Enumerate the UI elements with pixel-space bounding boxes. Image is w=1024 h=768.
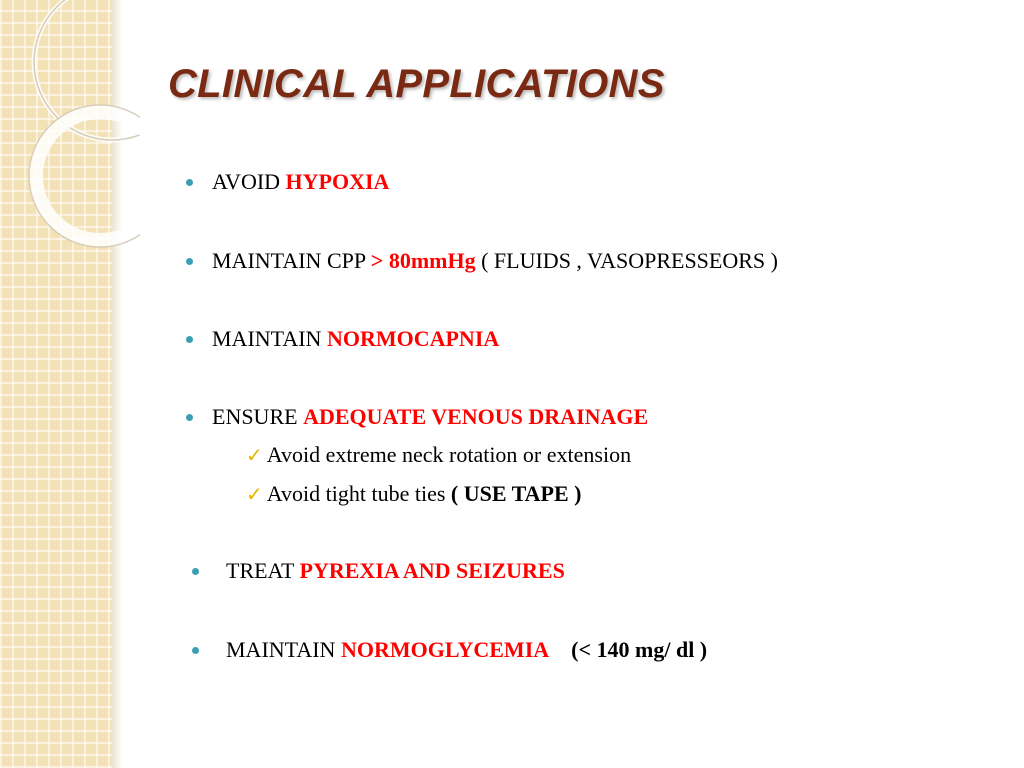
bullet-suffix: (< 140 mg/ dl ) [571, 637, 708, 662]
bullet-prefix: MAINTAIN CPP [212, 248, 371, 273]
bullet-avoid-hypoxia [212, 168, 389, 196]
bullet-maintain-cpp [212, 247, 778, 275]
bullet-dot-icon [186, 336, 193, 343]
bullet-suffix: ( FLUIDS , VASOPRESSEORS ) [475, 248, 778, 273]
subitem-tube-ties [246, 480, 582, 509]
bullet-dot-icon [186, 258, 193, 265]
bullet-maintain-normocapnia [212, 325, 499, 353]
bullet-prefix: MAINTAIN [226, 637, 341, 662]
bullet-dot-icon [186, 179, 193, 186]
checkmark-icon: ✓ [246, 484, 263, 506]
bullet-dot-icon [186, 414, 193, 421]
bullet-ensure-venous-drainage [212, 403, 648, 431]
subitem-text: Avoid tight tube ties [266, 481, 451, 506]
bullet-highlight: NORMOGLYCEMIA [340, 637, 550, 662]
bullet-highlight: > 80mmHg [370, 248, 476, 273]
bullet-prefix: TREAT [226, 558, 300, 583]
bullet-highlight: HYPOXIA [285, 169, 390, 194]
bullet-highlight: ADEQUATE VENOUS DRAINAGE [303, 404, 649, 429]
bullet-dot-icon [192, 647, 199, 654]
checkmark-icon: ✓ [246, 445, 263, 467]
subitem-neck-rotation [246, 441, 631, 470]
subitem-bold-text: ( USE TAPE ) [450, 481, 582, 506]
bullet-highlight: PYREXIA AND SEIZURES [299, 558, 565, 583]
bullet-prefix: AVOID [212, 169, 286, 194]
bullet-treat-pyrexia [226, 557, 565, 585]
slide-title: CLINICAL APPLICATIONS [168, 62, 665, 106]
bullet-dot-icon [192, 568, 199, 575]
bullet-highlight: NORMOCAPNIA [326, 326, 500, 351]
bullet-prefix: MAINTAIN [212, 326, 327, 351]
bullet-maintain-normoglycemia [226, 636, 707, 664]
bullet-prefix: ENSURE [212, 404, 304, 429]
subitem-text: Avoid extreme neck rotation or extension [266, 442, 632, 467]
